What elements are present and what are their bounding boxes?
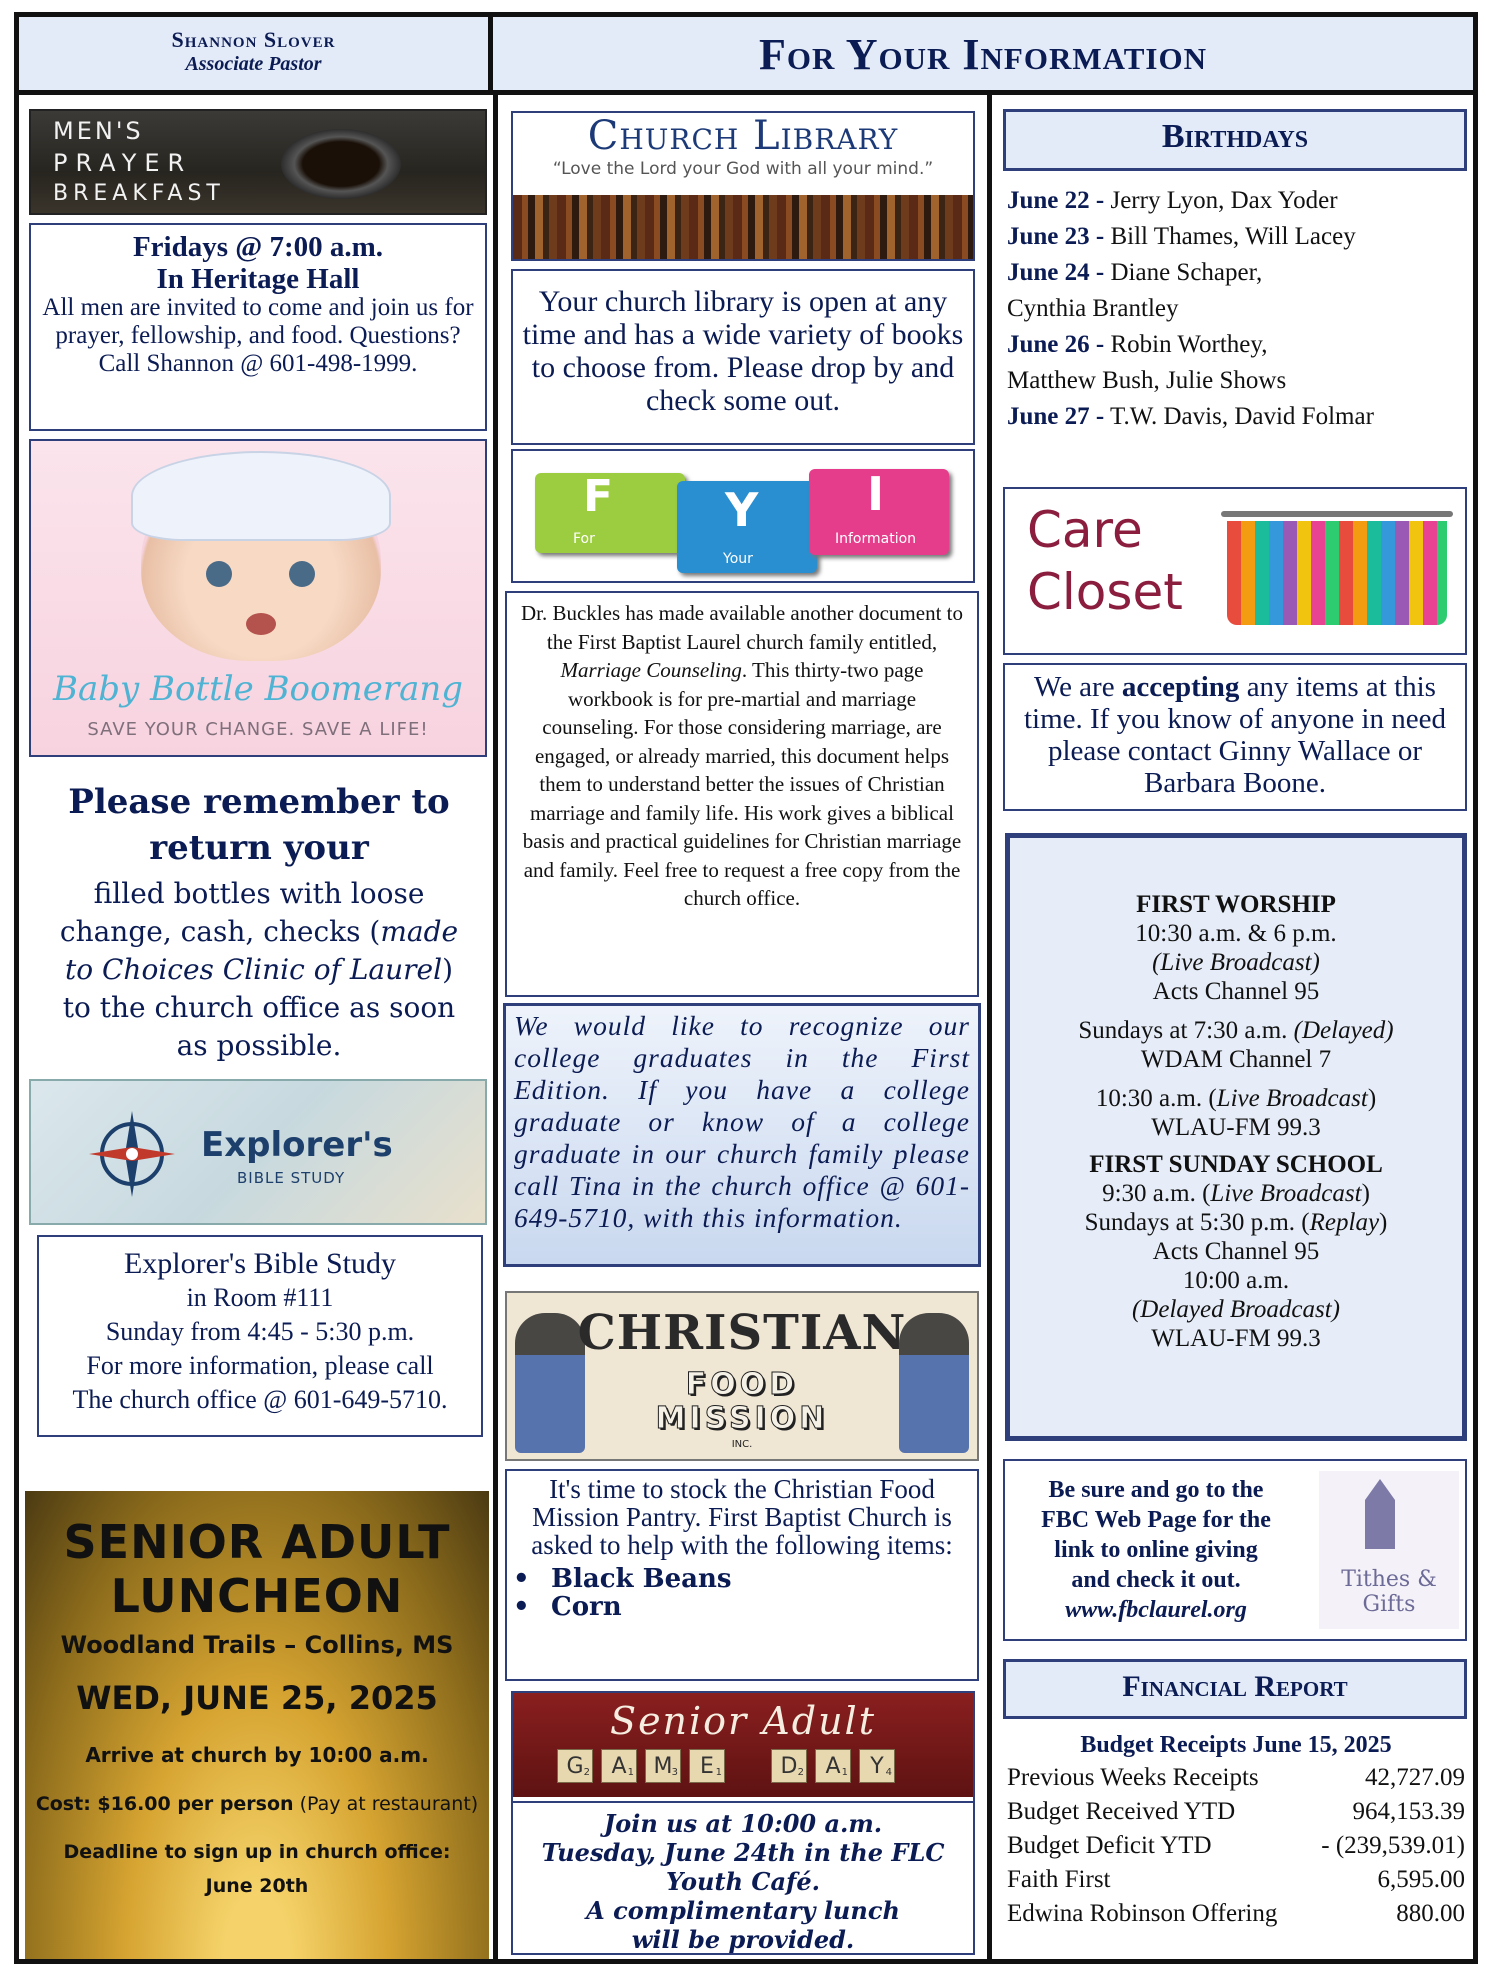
newsletter-page <box>14 12 1478 1964</box>
care-closet-text <box>1005 665 1465 799</box>
library-info <box>511 269 975 445</box>
tile-letter: A <box>825 1754 841 1779</box>
worship-line-8c: ) <box>1361 1180 1370 1207</box>
financial-label: Faith First <box>1007 1866 1111 1893</box>
compass-icon <box>87 1109 177 1199</box>
financial-value: - (239,539.01) <box>1321 1832 1465 1859</box>
baby-bottle-heading: Please remember to return your <box>68 782 450 868</box>
care-closet-text-bold: accepting <box>1121 671 1240 703</box>
birthdays-header <box>1003 109 1467 171</box>
financial-value: 880.00 <box>1396 1900 1465 1927</box>
baby-bottle-script-title: Baby Bottle Boomerang <box>52 669 464 709</box>
mens-banner-line-3: BREAKFAST <box>53 181 225 206</box>
game-day-text <box>513 1801 973 1954</box>
food-mission-logo-line-2: FOOD <box>685 1367 799 1402</box>
tithes-gifts-logo <box>1319 1471 1459 1629</box>
fyi-logo <box>511 449 975 583</box>
giving-url[interactable]: www.fbclaurel.org <box>1065 1597 1247 1623</box>
birthday-entry <box>1007 291 1467 327</box>
food-mission-logo-line-3: MISSION <box>655 1401 829 1436</box>
explorers-info-line-1: For more information, please call <box>86 1351 434 1380</box>
worship-line-8 <box>1010 1179 1462 1208</box>
financial-row <box>1007 1761 1465 1795</box>
sunday-school-heading: FIRST SUNDAY SCHOOL <box>1089 1151 1383 1178</box>
luncheon-cost <box>25 1793 489 1815</box>
financial-row <box>1007 1795 1465 1829</box>
marriage-text-end: . This thirty-two page workbook is for pre-martial and marriage counseling. For those considering marriage, are engaged, or already married, this document helps them to understand better the issues of Christian marriage and family life. His work gives a biblical basis and practical guidelines for Christian marriage and family. Feel free to request a free copy from the church office. <box>522 658 962 910</box>
giving-line-2: FBC Web Page for the <box>1041 1507 1271 1533</box>
baby-bottle-body-start: filled bottles with loose change, cash, checks ( <box>59 877 425 948</box>
tile-score: 1 <box>627 1767 634 1778</box>
care-closet-logo <box>1003 487 1467 655</box>
birthday-entry <box>1007 363 1467 399</box>
birthday-names: Jerry Lyon, Dax Yoder <box>1104 187 1338 214</box>
worship-line-8a: 9:30 a.m. ( <box>1102 1180 1211 1207</box>
tithes-gifts-text: Tithes & Gifts <box>1341 1567 1437 1617</box>
worship-line-11: 10:00 a.m. <box>1182 1267 1290 1294</box>
explorers-time: Sunday from 4:45 - 5:30 p.m. <box>105 1317 415 1346</box>
worship-line-9 <box>1010 1208 1462 1237</box>
fyi-letter-i: I <box>867 467 885 521</box>
fyi-letter-y: Y <box>725 483 759 537</box>
worship-heading: FIRST WORSHIP <box>1136 891 1336 918</box>
financial-row <box>1007 1863 1465 1897</box>
luncheon-date: WED, JUNE 25, 2025 <box>76 1679 438 1717</box>
page-title: For Your Information <box>759 30 1207 79</box>
luncheon-title-1: SENIOR ADULT <box>63 1515 451 1569</box>
game-day-line-1: Join us at 10:00 a.m. <box>603 1809 883 1838</box>
birthday-names: Matthew Bush, Julie Shows <box>1007 367 1287 394</box>
financial-label: Edwina Robinson Offering <box>1007 1900 1278 1927</box>
baby-bottle-tagline: SAVE YOUR CHANGE. SAVE A LIFE! <box>87 719 429 740</box>
food-item-label: Corn <box>551 1592 622 1622</box>
baby-bottle-body <box>49 875 469 1065</box>
pastor-header <box>19 17 493 95</box>
worship-line-6b: Live Broadcast <box>1216 1085 1368 1112</box>
food-item: • Corn <box>513 1592 622 1622</box>
tile-letter: A <box>611 1754 627 1779</box>
care-closet-text-a: We are <box>1034 671 1122 703</box>
game-day-banner-text: Senior Adult <box>610 1699 876 1743</box>
library-title: Church Library <box>587 113 899 159</box>
birthday-names: Cynthia Brantley <box>1007 295 1179 322</box>
birthday-date: June 24 - <box>1007 259 1105 286</box>
worship-line-9a: Sundays at 5:30 p.m. ( <box>1084 1209 1310 1236</box>
financial-report <box>1007 1729 1465 1931</box>
mens-breakfast-info <box>29 223 487 431</box>
luncheon-cost-amount: Cost: $16.00 per person <box>35 1793 294 1815</box>
farmer-icon <box>515 1313 585 1453</box>
worship-line-4b: (Delayed) <box>1293 1017 1394 1044</box>
fyi-letter-f: F <box>583 471 614 522</box>
explorers-logo-title: Explorer's <box>201 1125 393 1165</box>
birthday-entry <box>1007 183 1467 219</box>
birthday-date: June 23 - <box>1007 223 1105 250</box>
worship-line-2: (Live Broadcast) <box>1152 949 1320 976</box>
game-day-line-4: A complimentary lunch <box>586 1896 900 1925</box>
graduates-notice <box>503 1003 981 1267</box>
food-mission-logo <box>505 1291 979 1461</box>
marriage-text-start: Dr. Buckles has made available another document to the First Baptist Laurel church family entitled, <box>520 601 964 654</box>
worship-line-10: Acts Channel 95 <box>1152 1238 1320 1265</box>
financial-header <box>1003 1659 1467 1719</box>
fyi-word-your: Your <box>723 551 753 567</box>
food-mission-logo-line-1: CHRISTIAN <box>577 1305 907 1361</box>
tile-score: 2 <box>583 1767 590 1778</box>
mens-banner-line-2: PRAYER <box>53 149 193 177</box>
marriage-body <box>507 593 977 913</box>
online-giving <box>1003 1459 1467 1641</box>
worship-line-12: (Delayed Broadcast) <box>1131 1296 1341 1323</box>
tile-letter: Y <box>870 1754 884 1779</box>
birthday-names: Robin Worthey, <box>1104 331 1268 358</box>
financial-label: Budget Received YTD <box>1007 1798 1236 1825</box>
baby-bottle-body-end: ) to the church office as soon as possible. <box>62 953 456 1062</box>
church-icon <box>1365 1479 1395 1549</box>
explorers-info <box>37 1235 483 1437</box>
giving-line-3: link to online giving <box>1054 1537 1258 1563</box>
birthday-entry <box>1007 219 1467 255</box>
worship-line-9c: ) <box>1379 1209 1388 1236</box>
luncheon-deadline: Deadline to sign up in church office: <box>63 1841 451 1863</box>
worship-line-5: WDAM Channel 7 <box>1140 1046 1332 1073</box>
financial-subtitle: Budget Receipts June 15, 2025 <box>1080 1732 1392 1758</box>
food-item: • Black Beans <box>513 1564 732 1594</box>
tile-score: 2 <box>797 1767 804 1778</box>
game-day-line-2: Tuesday, June 24th in the FLC <box>541 1838 945 1867</box>
birthday-names: Diane Schaper, <box>1104 259 1263 286</box>
worship-line-9b: Replay <box>1309 1209 1380 1236</box>
birthday-names: Bill Thames, Will Lacey <box>1104 223 1356 250</box>
luncheon-location: Woodland Trails – Collins, MS <box>60 1631 454 1659</box>
tile-score: 1 <box>841 1767 848 1778</box>
explorers-logo-sub: BIBLE STUDY <box>237 1169 346 1187</box>
tile-letter: G <box>566 1754 584 1779</box>
birthday-date: June 27 - <box>1007 403 1105 430</box>
birthday-date: June 26 - <box>1007 331 1105 358</box>
worship-line-6 <box>1010 1084 1462 1113</box>
baby-bottle-body-italic: made to Choices Clinic of Laurel <box>65 915 459 986</box>
game-day-line-5: will be provided. <box>631 1925 855 1954</box>
worship-line-7: WLAU-FM 99.3 <box>1151 1114 1321 1141</box>
birthday-entry <box>1007 255 1467 291</box>
baby-bottle-image <box>29 439 487 757</box>
worship-line-1: 10:30 a.m. & 6 p.m. <box>1135 920 1337 947</box>
worship-line-6c: ) <box>1367 1085 1377 1112</box>
tile-letter: E <box>700 1754 714 1779</box>
harvester-icon <box>899 1313 969 1453</box>
financial-row <box>1007 1897 1465 1931</box>
explorers-logo <box>29 1079 487 1225</box>
financial-value: 964,153.39 <box>1352 1798 1465 1825</box>
worship-line-4 <box>1010 1016 1462 1045</box>
care-closet-logo-1: Care <box>1027 501 1143 559</box>
pastor-role: Associate Pastor <box>185 53 322 75</box>
birthday-names: T.W. Davis, David Folmar <box>1104 403 1374 430</box>
financial-label: Previous Weeks Receipts <box>1007 1764 1259 1791</box>
financial-value: 42,727.09 <box>1365 1764 1465 1791</box>
worship-line-3: Acts Channel 95 <box>1152 978 1320 1005</box>
food-item-label: Black Beans <box>551 1564 732 1594</box>
mens-breakfast-where: In Heritage Hall <box>156 263 360 295</box>
tile-score: 4 <box>885 1767 892 1778</box>
library-quote: “Love the Lord your God with all your mind.” <box>552 159 934 179</box>
tile-score: 3 <box>671 1767 678 1778</box>
pastor-name: Shannon Slover <box>171 27 336 52</box>
food-mission-intro: It's time to stock the Christian Food Mission Pantry. First Baptist Church is asked to help with the following items: <box>531 1474 953 1560</box>
worship-line-4a: Sundays at 7:30 a.m. <box>1078 1017 1294 1044</box>
financial-label: Budget Deficit YTD <box>1007 1832 1212 1859</box>
clothes-rack-icon <box>1221 511 1453 631</box>
mens-breakfast-body: All men are invited to come and join us for prayer, fellowship, and food. Questions? Call Shannon @ 601-498-1999. <box>42 294 474 377</box>
game-day-banner <box>513 1693 973 1797</box>
library-body: Your church library is open at any time and has a wide variety of books to choose from. Please drop by and check some out. <box>522 285 964 417</box>
worship-line-6a: 10:30 a.m. ( <box>1095 1085 1217 1112</box>
worship-schedule <box>1005 833 1467 1441</box>
explorers-room: in Room #111 <box>186 1283 334 1312</box>
coffee-cup-icon <box>281 129 401 199</box>
explorers-info-line-2: The church office @ 601-649-5710. <box>72 1385 448 1414</box>
library-logo <box>511 111 975 261</box>
financial-rows <box>1007 1761 1465 1931</box>
food-mission-items <box>507 1565 977 1621</box>
care-closet-info <box>1003 663 1467 811</box>
tile-score: 1 <box>715 1767 722 1778</box>
care-closet-logo-2: Closet <box>1027 563 1183 621</box>
game-day-box <box>511 1691 975 1955</box>
page-title-bar <box>493 17 1473 95</box>
fyi-word-for: For <box>573 531 595 547</box>
birthday-entry <box>1007 399 1467 435</box>
graduates-text: We would like to recognize our college graduates in the First Edition. If you have a college graduate or know of a college graduate in our church family please call Tina in the church office @ 601-649-5710, with this information. <box>514 1010 970 1233</box>
senior-luncheon-poster <box>25 1491 489 1959</box>
mens-banner-line-1: MEN'S <box>53 117 144 145</box>
birthday-date: June 22 - <box>1007 187 1105 214</box>
luncheon-arrive: Arrive at church by 10:00 a.m. <box>85 1743 429 1767</box>
giving-line-4: and check it out. <box>1071 1567 1241 1593</box>
financial-title: Financial Report <box>1122 1670 1348 1703</box>
financial-row <box>1007 1829 1465 1863</box>
game-day-tiles <box>557 1749 895 1783</box>
luncheon-cost-note: (Pay at restaurant) <box>299 1793 479 1815</box>
financial-value: 6,595.00 <box>1377 1866 1465 1893</box>
food-mission-logo-inc: INC. <box>731 1439 753 1450</box>
bookshelf-icon <box>513 195 973 259</box>
mens-breakfast-banner <box>29 109 487 215</box>
luncheon-title-2: LUNCHEON <box>110 1569 404 1623</box>
marriage-text-italic: Marriage Counseling <box>560 658 742 682</box>
marriage-counseling-info <box>505 591 979 997</box>
birthdays-list <box>1007 183 1467 435</box>
care-closet-text-b: any items at this time. If you know of anyone in need please contact Ginny Wallace or Barbara Boone. <box>1023 671 1446 799</box>
column-divider-left <box>493 95 498 1959</box>
birthdays-title: Birthdays <box>1161 118 1309 155</box>
food-mission-info <box>505 1469 979 1681</box>
giving-line-1: Be sure and go to the <box>1048 1477 1264 1503</box>
column-divider-right <box>987 95 992 1959</box>
tile-letter: M <box>653 1754 673 1779</box>
game-day-line-3: Youth Café. <box>666 1867 820 1896</box>
birthday-entry <box>1007 327 1467 363</box>
worship-line-13: WLAU-FM 99.3 <box>1151 1325 1321 1352</box>
explorers-title: Explorer's Bible Study <box>123 1247 397 1280</box>
tile-letter: D <box>780 1754 798 1779</box>
fyi-word-information: Information <box>835 531 917 547</box>
mens-breakfast-when: Fridays @ 7:00 a.m. <box>132 231 384 263</box>
worship-line-8b: Live Broadcast <box>1210 1180 1362 1207</box>
luncheon-deadline-date: June 20th <box>205 1875 309 1897</box>
